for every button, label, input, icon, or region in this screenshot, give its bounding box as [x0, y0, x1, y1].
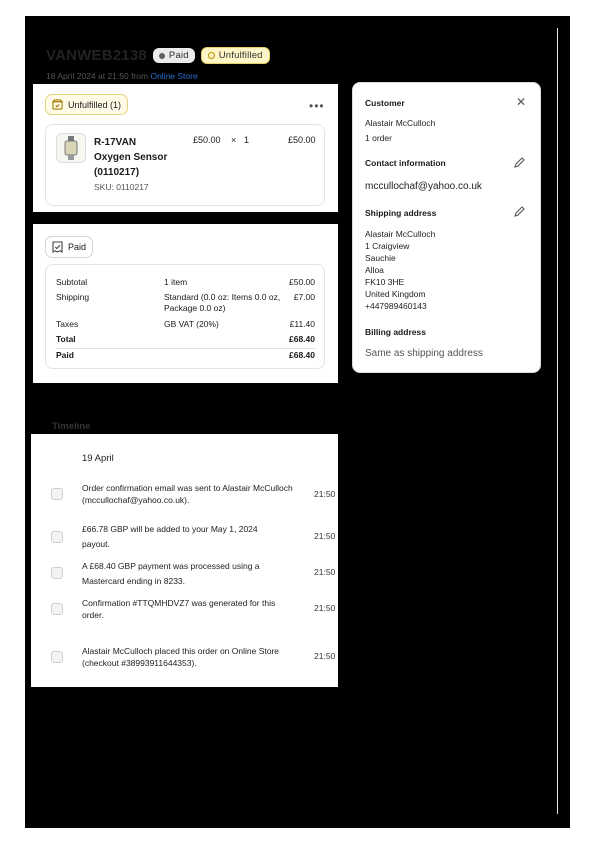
shipping-address-heading: Shipping address [365, 208, 437, 218]
timeline-event-text: Order confirmation email was sent to Alastair McCulloch [82, 483, 293, 493]
timeline-event-icon [51, 488, 63, 500]
timeline-event [82, 560, 304, 587]
paid-badge [153, 48, 195, 63]
subtotal-amount: £50.00 [289, 277, 315, 287]
quantity: 1 [244, 135, 250, 145]
paid-status-label: Paid [68, 242, 87, 252]
timeline-event [82, 597, 304, 621]
unfulfilled-status-label: Unfulfilled (1) [68, 99, 122, 110]
edit-shipping-icon[interactable] [513, 206, 525, 218]
close-icon[interactable]: ✕ [516, 95, 527, 109]
timeline-event-icon [51, 531, 63, 543]
timeline-event-text: Alastair McCulloch placed this order on Online Store [82, 646, 280, 656]
taxes-label: Taxes [56, 319, 79, 329]
unfulfilled-badge [201, 47, 270, 64]
taxes-amount: £11.40 [289, 319, 315, 329]
shipping-address [365, 228, 435, 312]
order-subline [46, 71, 198, 81]
paid-amount: £68.40 [289, 350, 315, 360]
order-date: 18 April 2024 at 21:50 from [46, 71, 149, 81]
timeline-event-icon [51, 567, 63, 579]
status-dot-icon [159, 53, 165, 59]
timeline-event [82, 645, 304, 669]
timeline-event-text: A £68.40 GBP payment was processed using a [82, 561, 260, 571]
address-line: FK10 3HE [365, 277, 405, 287]
edit-contact-icon[interactable] [513, 157, 525, 169]
shipping-detail: Standard (0.0 oz: Items 0.0 oz, Package 0.0 oz) [164, 292, 281, 313]
order-number: VANWEB2138 [46, 47, 147, 64]
receipt-icon [52, 241, 63, 253]
product-name-line: (0110217) [94, 167, 140, 178]
paid-label: Paid [56, 350, 74, 360]
customer-heading: Customer [365, 98, 405, 108]
timeline-event-text: Confirmation #TTQMHDVZ7 was generated for this [82, 598, 276, 608]
timeline-event-text: £66.78 GBP will be added to your May 1, 2024 [82, 524, 258, 534]
oxygen-sensor-image [62, 136, 80, 160]
address-line: Alastair McCulloch [365, 229, 436, 239]
subtotal-label: Subtotal [56, 277, 88, 287]
timeline-event-icon [51, 651, 63, 663]
payment-summary [45, 264, 325, 369]
payment-card [33, 224, 338, 383]
address-line: Alloa [365, 265, 384, 275]
paid-badge-label: Paid [168, 50, 189, 61]
product-sku: SKU: 0110217 [94, 182, 149, 192]
order-header [46, 47, 270, 64]
status-ring-icon [208, 52, 215, 59]
contact-heading: Contact information [365, 158, 446, 168]
product-name[interactable] [94, 135, 167, 180]
timeline-event-time: 21:50 [314, 489, 336, 499]
total-amount: £68.40 [289, 334, 315, 344]
timeline-event-text: Mastercard ending in 8233. [82, 576, 186, 586]
timeline-event-time: 21:50 [314, 603, 336, 613]
address-line: United Kingdom [365, 289, 426, 299]
paid-status [45, 236, 93, 258]
customer-email[interactable]: mccullochaf@yahoo.co.uk [365, 181, 482, 192]
timeline-event-text: (mccullochaf@yahoo.co.uk). [82, 495, 190, 505]
product-name-line: R-17VAN [94, 137, 137, 148]
timeline-date: 19 April [82, 453, 114, 464]
address-line: Sauchie [365, 253, 396, 263]
customer-card [352, 82, 541, 373]
total-label: Total [56, 334, 76, 344]
shipping-label: Shipping [56, 292, 90, 302]
timeline-event-time: 21:50 [314, 651, 336, 661]
billing-address-heading: Billing address [365, 327, 426, 337]
timeline-event-text: order. [82, 610, 104, 620]
divider [56, 348, 315, 349]
timeline-event-text: (checkout #38993911644353). [82, 658, 197, 668]
product-thumbnail [56, 133, 86, 163]
times-sign: × [231, 135, 237, 145]
timeline-event-time: 21:50 [314, 531, 336, 541]
online-store-link[interactable]: Online Store [150, 71, 198, 81]
billing-address-value: Same as shipping address [365, 348, 483, 359]
package-icon [52, 99, 63, 110]
timeline-event [82, 482, 304, 506]
subtotal-detail: 1 item [164, 277, 188, 287]
timeline-event-time: 21:50 [314, 567, 336, 577]
product-name-line: Oxygen Sensor [94, 152, 168, 163]
fulfillment-card [33, 84, 338, 212]
timeline-event-icon [51, 603, 63, 615]
line-total: £50.00 [288, 135, 316, 145]
taxes-detail: GB VAT (20%) [164, 319, 219, 329]
ellipsis-icon[interactable]: ••• [309, 99, 325, 113]
unfulfilled-badge-label: Unfulfilled [218, 50, 263, 61]
unfulfilled-status [45, 94, 128, 115]
customer-name[interactable]: Alastair McCulloch [365, 118, 436, 128]
timeline-heading: Timeline [52, 421, 91, 432]
address-line: +447989460143 [365, 301, 427, 311]
timeline-event-text: payout. [82, 539, 110, 549]
timeline-event [82, 523, 304, 550]
address-line: 1 Craigview [365, 241, 410, 251]
customer-order-count[interactable]: 1 order [365, 133, 392, 143]
shipping-amount: £7.00 [293, 292, 315, 302]
line-item [45, 124, 325, 206]
divider [557, 28, 558, 814]
unit-price: £50.00 [193, 135, 221, 145]
